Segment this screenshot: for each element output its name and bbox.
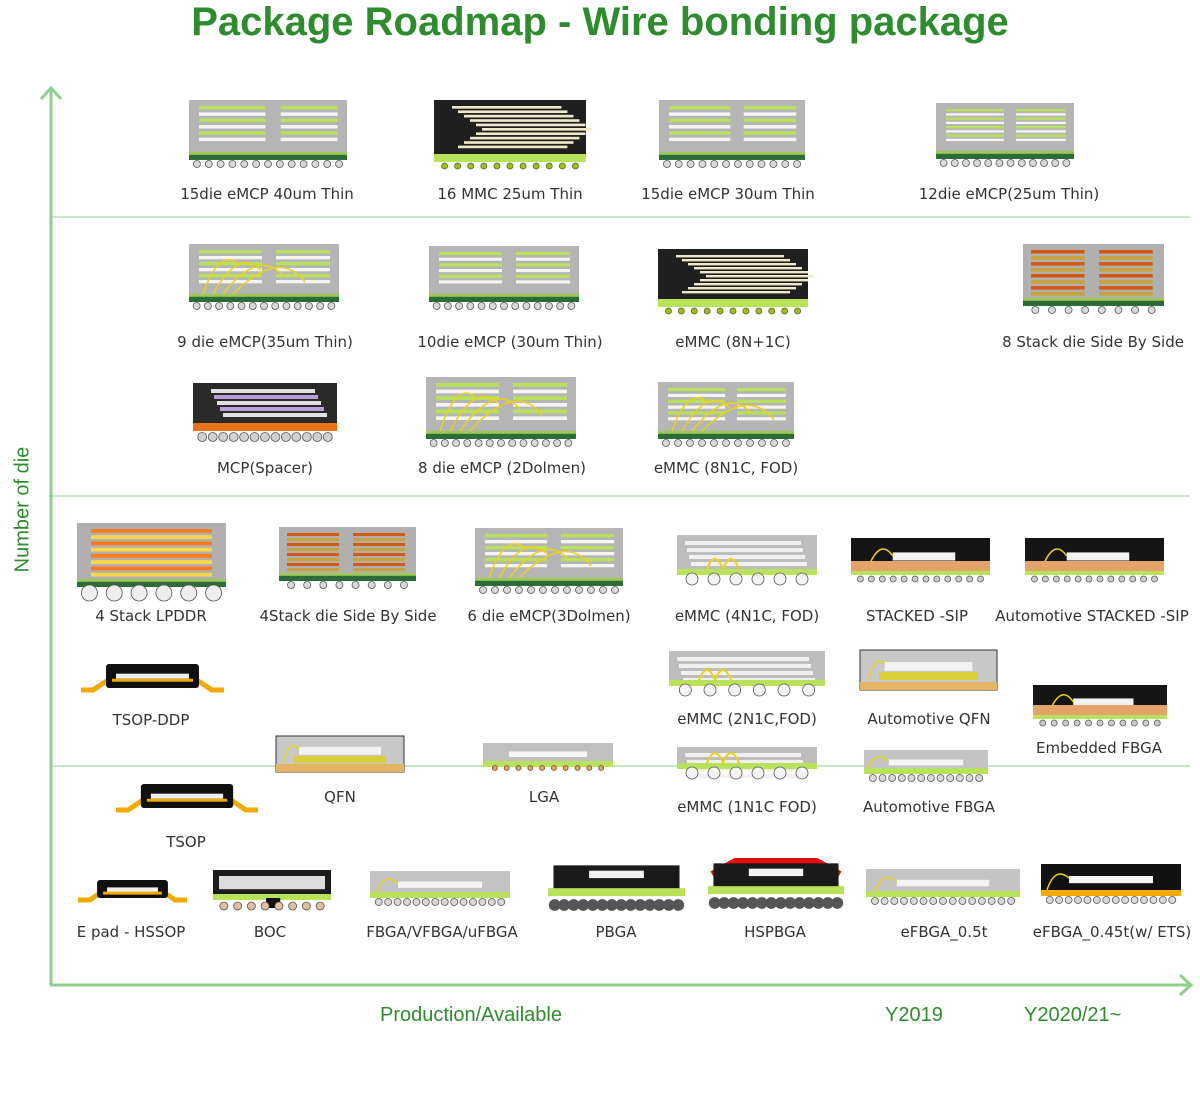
package-illustration bbox=[866, 869, 1020, 905]
package-label: Automotive FBGA bbox=[862, 798, 996, 816]
package-illustration bbox=[429, 246, 579, 310]
package-label: 8 Stack die Side By Side bbox=[1002, 333, 1184, 351]
package-label: 9 die eMCP(35um Thin) bbox=[177, 333, 353, 351]
package-illustration bbox=[860, 650, 997, 690]
package-illustration bbox=[426, 377, 576, 447]
package-label: STACKED -SIP bbox=[865, 607, 969, 625]
package-illustration bbox=[1023, 244, 1164, 314]
package-label: 15die eMCP 40um Thin bbox=[180, 185, 354, 203]
package-label: 15die eMCP 30um Thin bbox=[641, 185, 815, 203]
package-label: MCP(Spacer) bbox=[216, 459, 314, 477]
x-axis-label-production: Production/Available bbox=[380, 1004, 562, 1026]
package-label: LGA bbox=[528, 788, 560, 806]
package-label: Automotive STACKED -SIP bbox=[995, 607, 1189, 625]
package-illustration bbox=[78, 880, 187, 900]
package-label: 4Stack die Side By Side bbox=[259, 607, 437, 625]
package-illustration bbox=[1041, 864, 1181, 904]
package-label: QFN bbox=[324, 788, 356, 806]
x-axis-label-y2019: Y2019 bbox=[885, 1004, 943, 1026]
package-label: Embedded FBGA bbox=[1036, 739, 1162, 757]
package-label: 12die eMCP(25um Thin) bbox=[918, 185, 1100, 203]
package-illustration bbox=[851, 538, 990, 582]
package-illustration bbox=[77, 523, 226, 601]
y-axis-label: Number of die bbox=[11, 446, 34, 573]
package-illustration bbox=[279, 527, 416, 589]
package-label: eMMC (1N1C FOD) bbox=[677, 798, 817, 816]
package-illustration bbox=[483, 743, 613, 771]
package-label: eFBGA_0.45t(w/ ETS) bbox=[1032, 923, 1192, 941]
package-label: Automotive QFN bbox=[867, 710, 991, 728]
package-label: eFBGA_0.5t bbox=[900, 923, 988, 941]
package-label: 6 die eMCP(3Dolmen) bbox=[467, 607, 631, 625]
package-illustration bbox=[189, 244, 339, 310]
package-illustration bbox=[193, 383, 337, 442]
package-illustration bbox=[548, 865, 685, 910]
package-label: BOC bbox=[253, 923, 287, 941]
package-illustration bbox=[276, 736, 404, 772]
package-label: PBGA bbox=[595, 923, 637, 941]
package-label: 8 die eMCP (2Dolmen) bbox=[418, 459, 586, 477]
package-label: E pad - HSSOP bbox=[76, 923, 186, 941]
package-label: eMMC (4N1C, FOD) bbox=[674, 607, 820, 625]
package-illustration bbox=[434, 100, 591, 169]
package-illustration bbox=[658, 249, 814, 314]
package-illustration bbox=[370, 871, 510, 906]
package-label: eMMC (8N+1C) bbox=[675, 333, 791, 351]
package-illustration bbox=[659, 100, 805, 168]
package-label: eMMC (8N1C, FOD) bbox=[653, 459, 799, 477]
package-illustration bbox=[669, 651, 825, 696]
package-illustration bbox=[116, 784, 258, 810]
package-label: 10die eMCP (30um Thin) bbox=[417, 333, 603, 351]
package-illustration bbox=[1033, 685, 1167, 726]
page-title: Package Roadmap - Wire bonding package bbox=[191, 0, 1009, 44]
package-illustration bbox=[213, 870, 331, 910]
package-illustration bbox=[475, 528, 623, 594]
package-illustration bbox=[708, 861, 844, 909]
package-label: TSOP-DDP bbox=[112, 711, 190, 729]
x-axis-label-y2020: Y2020/21~ bbox=[1024, 1004, 1122, 1026]
package-label: FBGA/VFBGA/uFBGA bbox=[366, 923, 518, 941]
package-illustration bbox=[81, 664, 224, 690]
package-illustration bbox=[189, 100, 347, 168]
package-illustration bbox=[658, 382, 794, 447]
package-illustration bbox=[677, 747, 817, 779]
package-label: HSPBGA bbox=[744, 923, 806, 941]
package-label: eMMC (2N1C,FOD) bbox=[677, 710, 817, 728]
package-label: TSOP bbox=[166, 833, 206, 851]
package-illustration bbox=[677, 535, 817, 585]
package-label: 16 MMC 25um Thin bbox=[437, 185, 583, 203]
package-illustration bbox=[1025, 538, 1164, 582]
package-illustration bbox=[864, 750, 988, 782]
package-illustration bbox=[936, 103, 1074, 167]
package-label: 4 Stack LPDDR bbox=[95, 607, 207, 625]
